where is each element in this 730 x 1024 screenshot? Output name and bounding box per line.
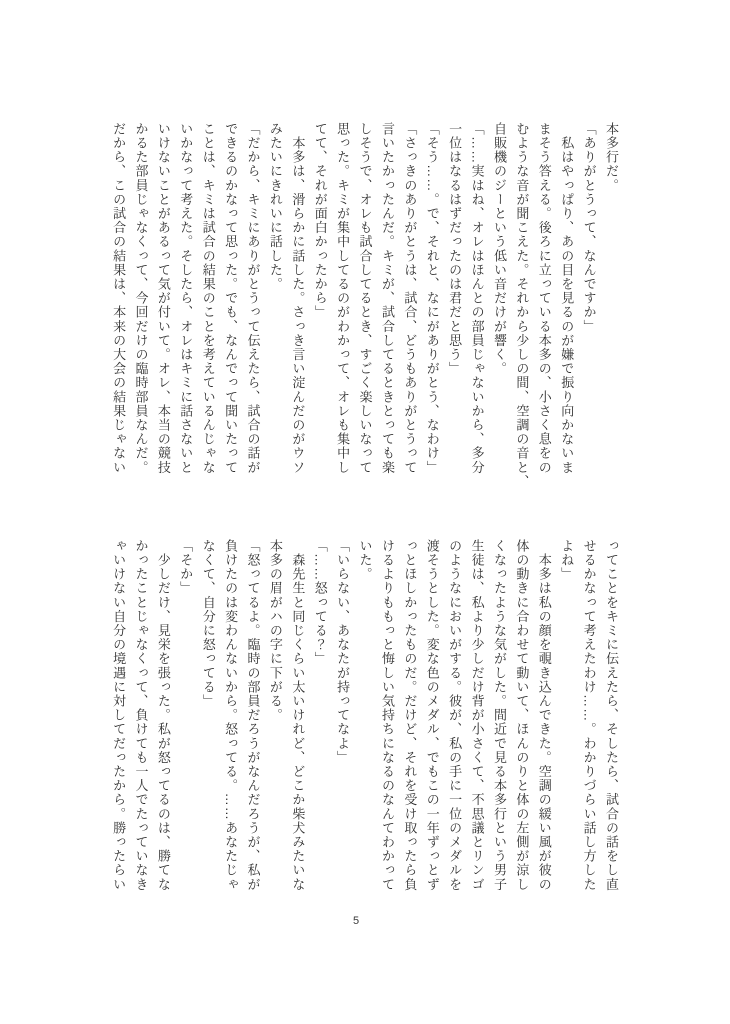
text-line: 「……実はね、オレはほんとの部員じゃないから、多分 xyxy=(469,122,485,475)
text-line: 「いらない、あなたが持ってなよ」 xyxy=(335,539,351,765)
text-line: 「怒ってるよ。臨時の部員だろうがなんだろうが、私が xyxy=(245,539,261,892)
text-line: 渡そうとした。変な色のメダル、でもこの一年ずっとず xyxy=(424,539,440,892)
text-line: 負けたのは変わんないから。怒ってる。……あなたじゃ xyxy=(223,539,239,892)
text-line: まそう答える。後ろに立っている本多の、小さく息をの xyxy=(536,122,552,475)
text-line: かったことじゃなくって、負けても一人でたっていなき xyxy=(133,539,149,892)
text-line: 思った。キミが集中してるのがわかって、オレも集中し xyxy=(335,122,351,475)
text-line: 「ありがとうって、なんですか」 xyxy=(581,122,597,334)
text-line: かるた部員じゃなくって、今回だけの臨時部員なんだ。 xyxy=(133,122,149,475)
text-line: 自販機のジーという低い音だけが響く。 xyxy=(491,122,507,376)
text-line: 「だから、キミにありがとうって伝えたら、試合の話が xyxy=(245,122,261,475)
text-line: できるのかなって思った。でも、なんでって聞いたって xyxy=(223,122,239,475)
text-block-bottom xyxy=(107,539,622,909)
text-line: ってことをキミに伝えたら、そしたら、試合の話をし直 xyxy=(604,539,619,892)
text-line: しそうで、オレも試合してるとき、すごく楽しいなって xyxy=(357,122,373,475)
text-line: 本多は、滑らかに話した。さっき言い淀んだのがウソ xyxy=(290,122,306,475)
text-line: 「そう……。で、それと、なにがありがとう、なわけ」 xyxy=(424,122,440,475)
text-line: いた。 xyxy=(357,539,373,582)
text-block-top xyxy=(107,122,622,492)
text-line: むような音が聞こえた。それから少しの間、空調の音と、 xyxy=(514,122,530,489)
text-line: 私はやっぱり、あの目を見るのが嫌で振り向かないま xyxy=(559,122,575,475)
text-line: 本多の眉がハの字に下がる。 xyxy=(267,539,283,723)
text-line: 生徒は、私より少しだけ背が小さくて、不思議とリンゴ xyxy=(469,539,485,892)
text-line: 言いたかったんだ。キミが、試合してるときとっても楽 xyxy=(379,122,395,475)
text-line: 本多行だ。 xyxy=(604,122,619,193)
text-line: いかなって考えた。そしたら、オレはキミに話さないと xyxy=(178,122,194,475)
text-line: 少しだけ、見栄を張った。私が怒ってるのは、勝てな xyxy=(155,539,171,892)
text-line: 体の動きに合わせて動いて、ほんのりと体の左側が涼し xyxy=(514,539,530,892)
text-line: せるかなって考えたわけ……。わかりづらい話し方した xyxy=(581,539,597,892)
page-number: 5 xyxy=(352,915,360,927)
text-line: だから、この試合の結果は、本来の大会の結果じゃない xyxy=(111,122,127,475)
text-line: いけないことがあるって気が付いて。オレ、本当の競技 xyxy=(155,122,171,475)
text-line: 「さっきのありがとうは、試合、どうもありがとうって xyxy=(402,122,418,475)
text-line: けるよりももっと悔しい気持ちになるのなんてわかって xyxy=(379,539,395,892)
text-line: 「……怒ってる？」 xyxy=(312,539,328,666)
text-line: なくて、自分に怒ってる」 xyxy=(200,539,216,709)
text-line: くなったような気がした。間近で見る本多行という男子 xyxy=(491,539,507,892)
text-line: 「そか」 xyxy=(178,539,194,596)
text-line: 一位はなるはずだったのは君だと思う」 xyxy=(447,122,463,376)
text-line: みたいにきれいに話した。 xyxy=(267,122,283,292)
text-line: のようなにおいがする。彼が、私の手に一位のメダルを xyxy=(447,539,463,892)
text-line: てて、それが面白かったから」 xyxy=(312,122,328,320)
text-line: 森先生と同じくらい太いけれど、どこか柴犬みたいな xyxy=(290,539,306,892)
text-line: 本多は私の顔を覗き込んできた。空調の緩い風が彼の xyxy=(536,539,552,892)
text-line: っとほしかったものだ。だけど、それを受け取ったら負 xyxy=(402,539,418,892)
text-line: ことは、キミは試合の結果のことを考えているんじゃな xyxy=(200,122,216,475)
text-line: ゃいけない自分の境遇に対してだったから。勝ったらい xyxy=(111,539,127,892)
text-line: よね」 xyxy=(559,539,575,582)
